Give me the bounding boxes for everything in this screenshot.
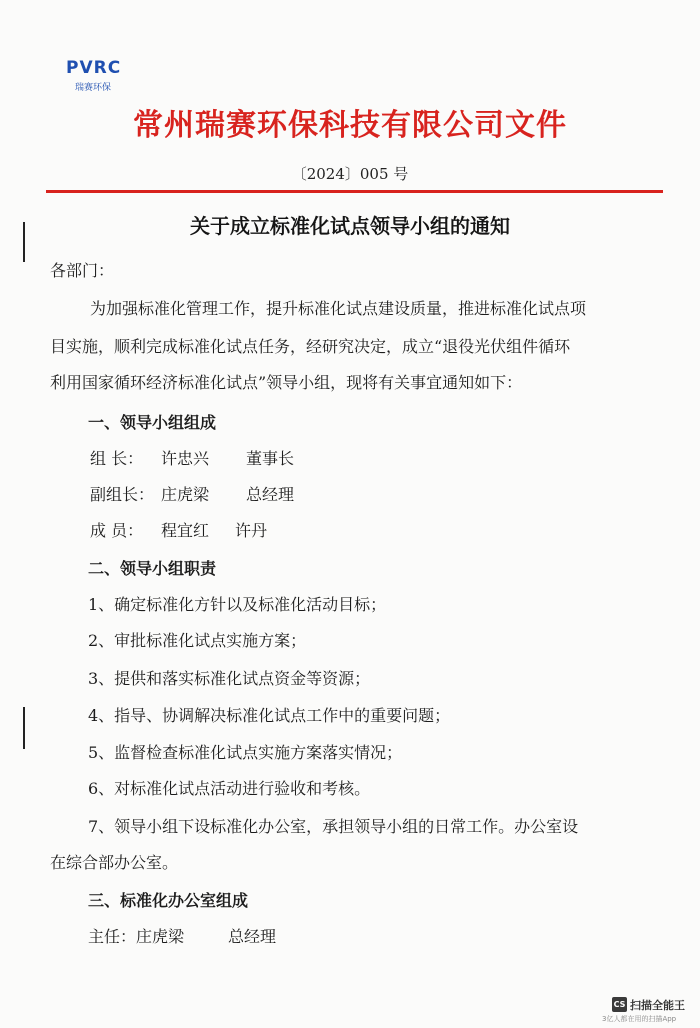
intro-line: 为加强标准化管理工作，提升标准化试点建设质量，推进标准化试点项	[90, 299, 587, 318]
company-logo: PVRC	[66, 58, 122, 78]
member-title: 董事长	[246, 449, 295, 468]
red-divider	[46, 190, 663, 193]
duty-item: 4、指导、协调解决标准化试点工作中的重要问题；	[88, 706, 451, 725]
notice-title: 关于成立标准化试点领导小组的通知	[190, 214, 510, 238]
director-title: 总经理	[228, 927, 277, 946]
duty-item: 7、领导小组下设标准化办公室，承担领导小组的日常工作。办公室设	[88, 817, 579, 836]
section-heading: 三、标准化办公室组成	[88, 891, 249, 910]
member-role: 组 长：	[90, 449, 144, 468]
member-name: 许忠兴	[161, 449, 210, 468]
intro-line: 目实施，顺利完成标准化试点任务，经研究决定，成立“退役光伏组件循环	[50, 337, 571, 356]
salutation: 各部门：	[50, 261, 115, 280]
duty-item: 2、审批标准化试点实施方案；	[88, 631, 307, 650]
document-header-title: 常州瑞赛环保科技有限公司文件	[133, 108, 567, 143]
duty-item: 1、确定标准化方针以及标准化活动目标；	[88, 595, 387, 614]
duty-item: 5、监督检查标准化试点实施方案落实情况；	[88, 743, 403, 762]
section-heading: 一、领导小组组成	[88, 413, 217, 432]
document-number: 〔2024〕005 号	[291, 165, 409, 183]
binding-mark	[23, 707, 25, 749]
member-name: 程宜红	[161, 521, 210, 540]
company-logo-subtitle: 瑞赛环保	[75, 83, 112, 93]
member-name: 许丹	[235, 521, 268, 540]
scanner-app-name: 扫描全能王	[630, 999, 685, 1012]
duty-item: 3、提供和落实标准化试点资金等资源；	[88, 669, 371, 688]
section-heading: 二、领导小组职责	[88, 559, 217, 578]
member-role: 成 员：	[90, 521, 144, 540]
scanner-app-icon: CS	[612, 997, 627, 1012]
duty-item: 6、对标准化试点活动进行验收和考核。	[88, 779, 371, 798]
member-role: 副组长：	[90, 485, 155, 504]
scanner-app-tagline: 3亿人都在用的扫描App	[602, 1015, 677, 1023]
duty-item-continued: 在综合部办公室。	[50, 853, 179, 872]
member-name: 庄虎梁	[161, 485, 210, 504]
binding-mark	[23, 222, 25, 262]
member-title: 总经理	[246, 485, 295, 504]
intro-line: 利用国家循环经济标准化试点”领导小组，现将有关事宜通知如下：	[50, 373, 523, 392]
director-line: 主任：庄虎梁	[88, 927, 185, 946]
